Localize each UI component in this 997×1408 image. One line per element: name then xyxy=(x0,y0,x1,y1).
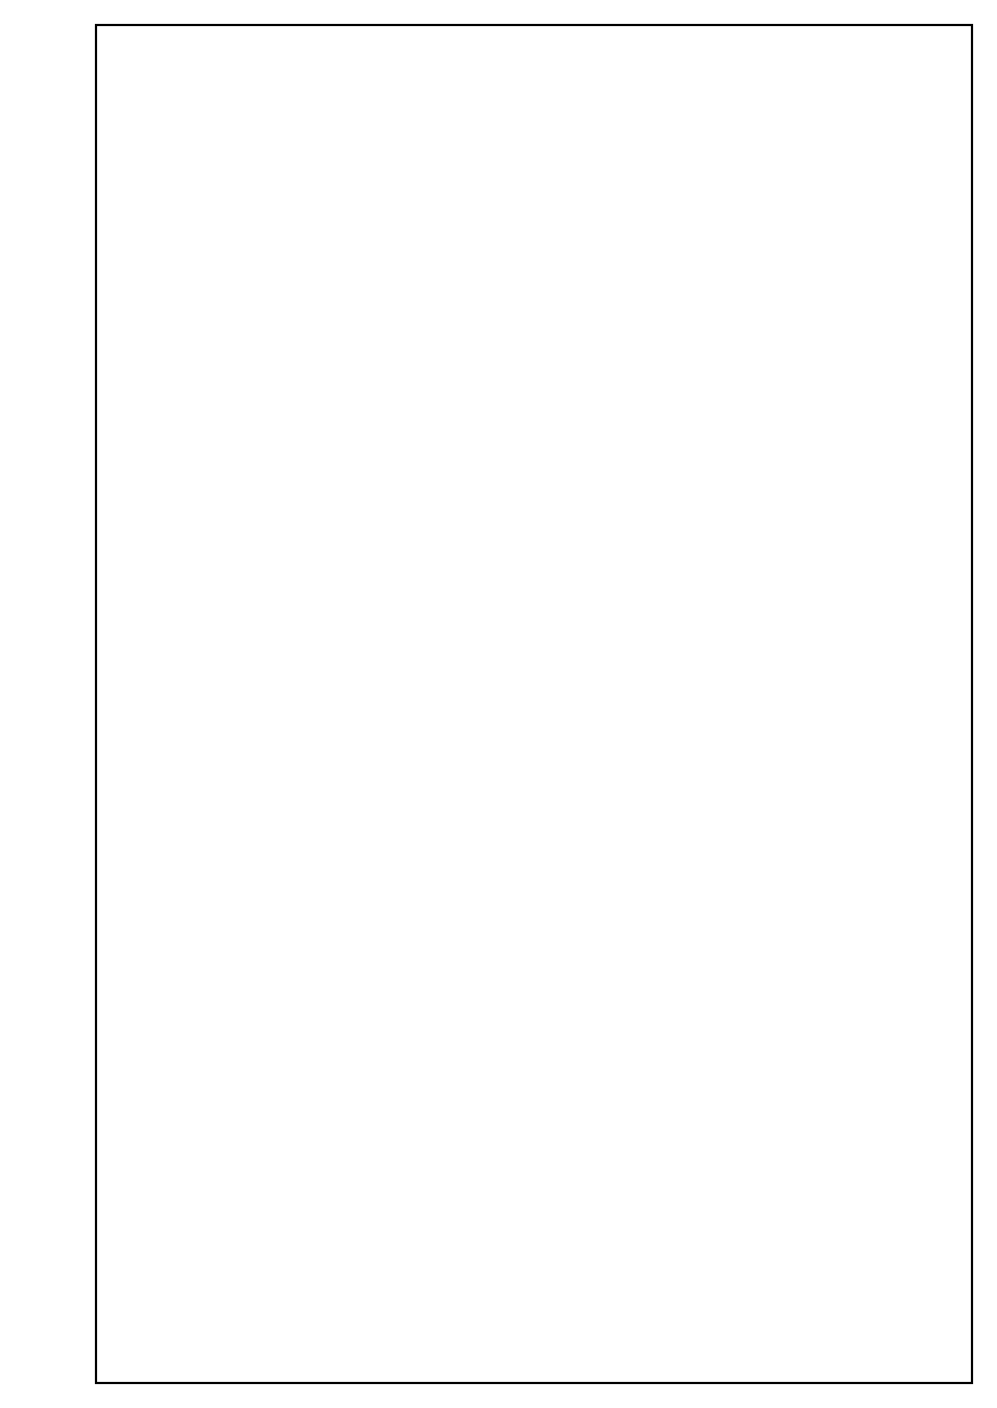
outer-frame xyxy=(96,25,972,1383)
